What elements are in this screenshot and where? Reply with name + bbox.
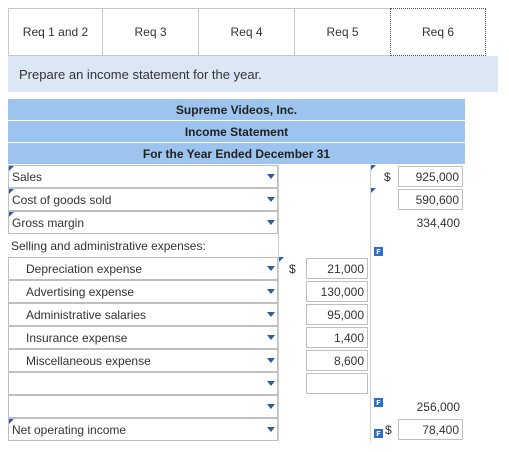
amount-input[interactable]: 1,400 xyxy=(306,327,368,348)
company-name: Supreme Videos, Inc. xyxy=(8,99,465,121)
table-row xyxy=(8,165,465,188)
col1-cell xyxy=(278,257,370,280)
amount-input[interactable]: 8,600 xyxy=(306,350,368,371)
dropdown-toggle[interactable] xyxy=(264,165,278,188)
amount-input[interactable]: 78,400 xyxy=(398,419,463,440)
dropdown-toggle[interactable] xyxy=(264,188,278,211)
col1-cell xyxy=(278,303,370,326)
tab-req-4[interactable]: Req 4 xyxy=(198,8,294,56)
amount-value: 334,400 xyxy=(398,212,463,233)
marker-icon xyxy=(9,166,14,171)
account-select-cogs[interactable] xyxy=(8,188,264,211)
row-label: Net operating income xyxy=(12,422,127,437)
instruction-text: Prepare an income statement for the year. xyxy=(8,56,498,92)
tab-bar xyxy=(8,8,488,56)
col2-cell xyxy=(370,188,465,211)
dropdown-toggle[interactable] xyxy=(264,418,278,441)
col2-cell xyxy=(370,395,465,418)
row-label: Miscellaneous expense xyxy=(26,353,151,368)
chevron-down-icon xyxy=(267,312,275,317)
income-statement xyxy=(8,99,465,441)
account-select-advertising[interactable] xyxy=(8,280,264,303)
dollar-sign: $ xyxy=(385,422,392,437)
table-row xyxy=(8,395,465,418)
col1-cell xyxy=(278,211,370,234)
dropdown-toggle[interactable] xyxy=(264,303,278,326)
table-row xyxy=(8,303,465,326)
col2-cell xyxy=(370,418,465,441)
chevron-down-icon xyxy=(267,289,275,294)
chevron-down-icon xyxy=(267,266,275,271)
table-row xyxy=(8,418,465,441)
statement-period: For the Year Ended December 31 xyxy=(8,143,465,165)
formula-icon: F xyxy=(374,429,383,438)
col1-cell xyxy=(278,349,370,372)
dollar-sign: $ xyxy=(384,169,391,184)
account-select-net-operating-income[interactable] xyxy=(8,418,264,441)
tab-req-3[interactable]: Req 3 xyxy=(102,8,198,56)
account-select-miscellaneous[interactable] xyxy=(8,349,264,372)
dropdown-toggle[interactable] xyxy=(264,326,278,349)
account-select-depreciation[interactable] xyxy=(8,257,264,280)
table-row xyxy=(8,326,465,349)
col2-cell xyxy=(370,165,465,188)
chevron-down-icon xyxy=(267,335,275,340)
col1-cell xyxy=(278,188,370,211)
dropdown-toggle[interactable] xyxy=(264,280,278,303)
chevron-down-icon xyxy=(267,220,275,225)
row-label: Administrative salaries xyxy=(26,307,147,322)
formula-icon: F xyxy=(374,398,383,407)
chevron-down-icon xyxy=(267,381,275,386)
col2-cell xyxy=(370,303,465,326)
marker-icon xyxy=(9,419,14,424)
marker-icon xyxy=(9,212,14,217)
amount-input[interactable]: 590,600 xyxy=(398,189,463,210)
dropdown-toggle[interactable] xyxy=(264,349,278,372)
chevron-down-icon xyxy=(267,358,275,363)
account-select-gross-margin[interactable] xyxy=(8,211,264,234)
dropdown-toggle[interactable] xyxy=(264,372,278,395)
table-row xyxy=(8,188,465,211)
row-label: Selling and administrative expenses: xyxy=(11,238,206,253)
marker-icon xyxy=(279,257,284,262)
dollar-sign: $ xyxy=(289,261,296,276)
dropdown-toggle[interactable] xyxy=(264,211,278,234)
table-row xyxy=(8,349,465,372)
col2-cell xyxy=(370,257,465,280)
col2-cell xyxy=(370,326,465,349)
tab-req-1-and-2[interactable]: Req 1 and 2 xyxy=(8,8,102,56)
table-row xyxy=(8,280,465,303)
formula-icon: F xyxy=(374,247,383,256)
chevron-down-icon xyxy=(267,404,275,409)
row-label: Depreciation expense xyxy=(26,261,143,276)
row-label: Advertising expense xyxy=(26,284,135,299)
marker-icon xyxy=(371,188,376,193)
marker-icon xyxy=(9,189,14,194)
col2-cell xyxy=(370,349,465,372)
amount-input[interactable]: 21,000 xyxy=(306,258,368,279)
table-row xyxy=(8,211,465,234)
statement-title: Income Statement xyxy=(8,121,465,143)
chevron-down-icon xyxy=(267,197,275,202)
col1-cell xyxy=(278,326,370,349)
col1-cell xyxy=(278,372,370,395)
amount-input[interactable] xyxy=(306,373,368,394)
col2-cell xyxy=(370,372,465,395)
account-select-total[interactable] xyxy=(8,395,264,418)
chevron-down-icon xyxy=(267,174,275,179)
col2-cell xyxy=(370,280,465,303)
col1-cell xyxy=(278,395,370,418)
amount-value: 256,000 xyxy=(398,396,463,417)
dropdown-toggle[interactable] xyxy=(264,257,278,280)
marker-icon xyxy=(371,165,376,170)
account-select-blank[interactable] xyxy=(8,372,264,395)
col1-cell xyxy=(278,280,370,303)
table-row xyxy=(8,234,465,257)
col2-cell xyxy=(370,234,465,257)
row-label: Cost of goods sold xyxy=(12,192,112,207)
row-label: Insurance expense xyxy=(26,330,128,345)
chevron-down-icon xyxy=(267,427,275,432)
account-select-insurance[interactable] xyxy=(8,326,264,349)
tab-req-6[interactable]: Req 6 xyxy=(390,8,486,56)
row-label: Sales xyxy=(12,169,43,184)
tab-req-5[interactable]: Req 5 xyxy=(294,8,390,56)
amount-value xyxy=(306,396,368,417)
account-select-admin-salaries[interactable] xyxy=(8,303,264,326)
amount-input[interactable]: 925,000 xyxy=(398,166,463,187)
col1-cell xyxy=(278,165,370,188)
account-select-sales[interactable] xyxy=(8,165,264,188)
col1-cell xyxy=(278,234,370,257)
col1-cell xyxy=(278,418,370,441)
dropdown-toggle[interactable] xyxy=(264,395,278,418)
amount-input[interactable]: 130,000 xyxy=(306,281,368,302)
amount-input[interactable]: 95,000 xyxy=(306,304,368,325)
section-label xyxy=(8,234,278,257)
table-row xyxy=(8,257,465,280)
col2-cell xyxy=(370,211,465,234)
row-label: Gross margin xyxy=(12,215,85,230)
table-row xyxy=(8,372,465,395)
